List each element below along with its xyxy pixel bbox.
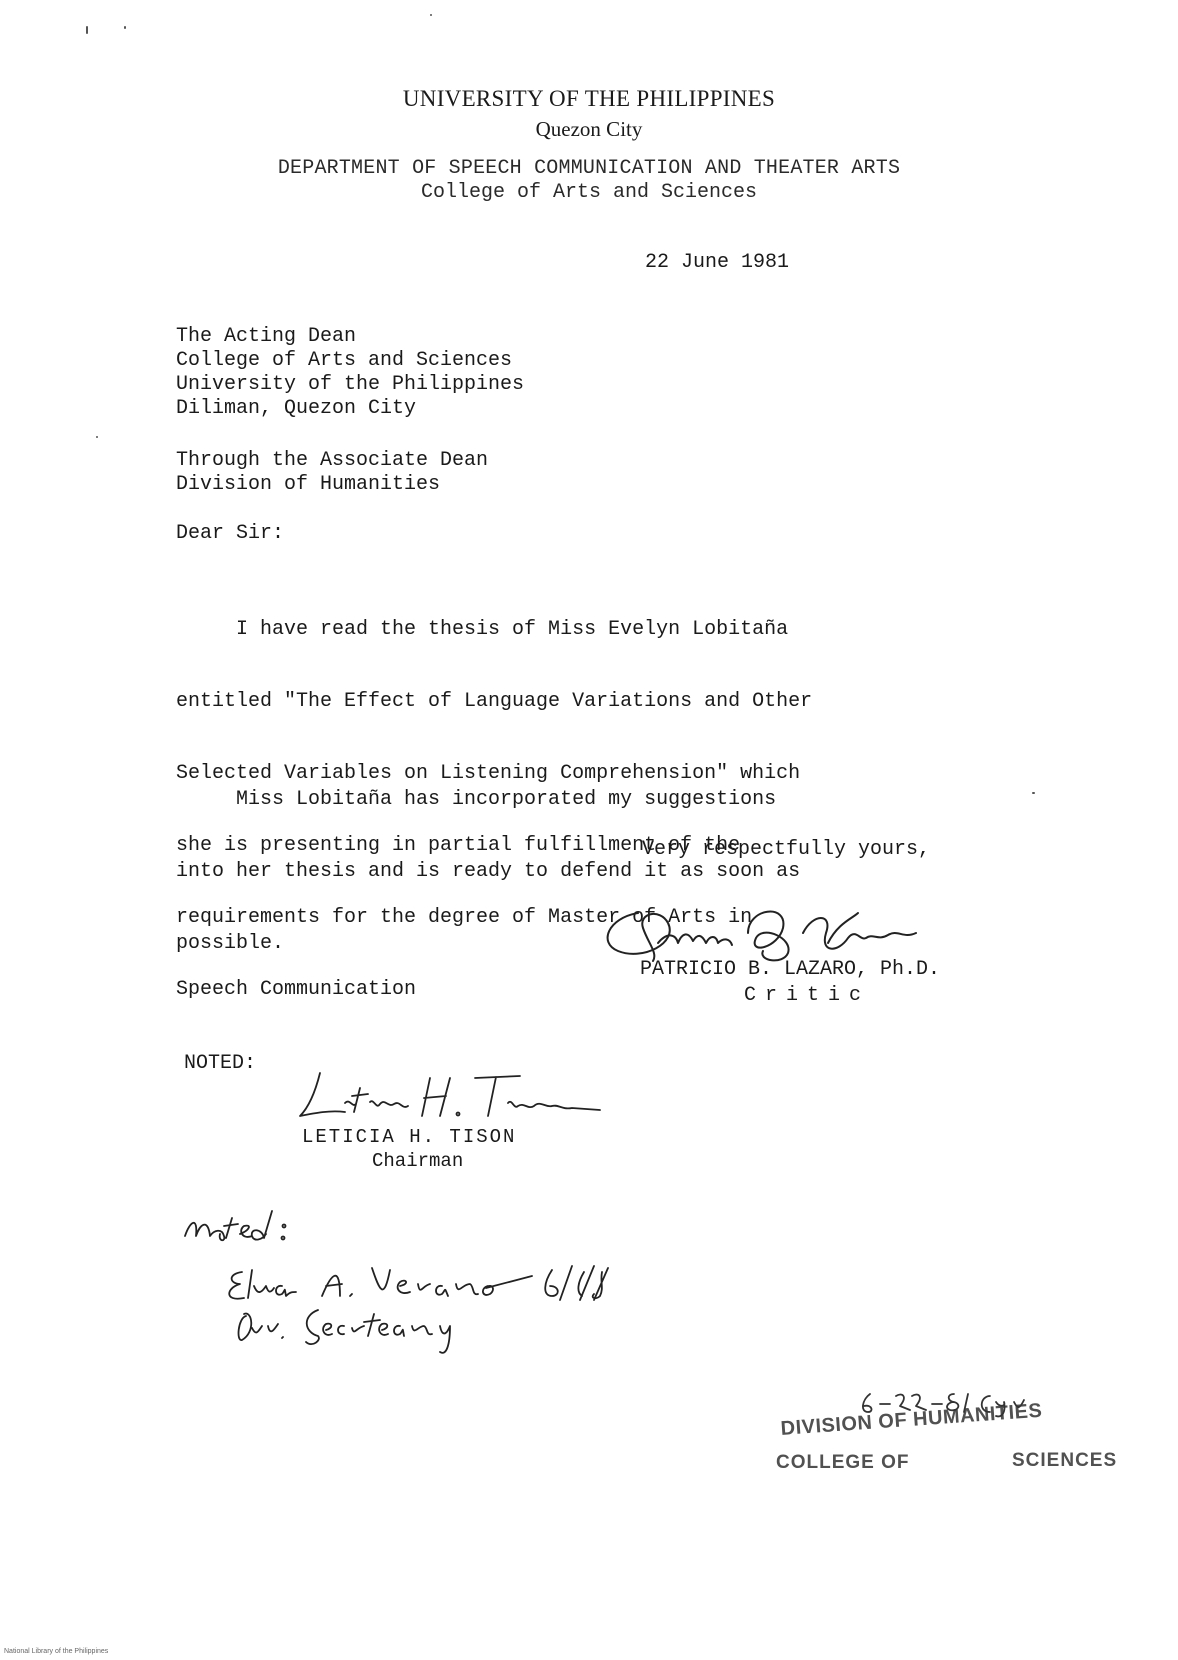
through-block [176, 449, 488, 497]
chairman-name: LETICIA H. TISON [302, 1126, 517, 1148]
recipient-address [176, 325, 524, 421]
footer-text: National Library of the Philippines [4, 1648, 109, 1655]
stamp-college-line: COLLEGE OF [776, 1452, 910, 1473]
critic-title: Critic [744, 984, 871, 1007]
chairman-signature [290, 1058, 610, 1133]
scan-speck [86, 26, 88, 34]
recipient-line: Diliman, Quezon City [176, 397, 417, 420]
stamp-division-line: DIVISION OF HUMANITIES [780, 1399, 1044, 1440]
body-line: she is presenting in partial fulfillment of the [176, 834, 741, 857]
scan-speck [1032, 792, 1035, 794]
stamp-sciences-line: SCIENCES [1012, 1450, 1118, 1471]
chairman-title: Chairman [372, 1150, 464, 1172]
body-line: Selected Variables on Listening Comprehension" which [176, 762, 801, 785]
noted-label: NOTED: [184, 1052, 257, 1075]
recipient-line: The Acting Dean [176, 325, 357, 348]
university-name: UNIVERSITY OF THE PHILIPPINES [402, 86, 776, 111]
body-line: Speech Communication [176, 978, 417, 1001]
body-line: into her thesis and is ready to defend it as soon as [176, 860, 801, 883]
letter-date: 22 June 1981 [645, 251, 790, 274]
department-name: DEPARTMENT OF SPEECH COMMUNICATION AND THEATER ARTS [277, 157, 901, 180]
through-line: Division of Humanities [176, 473, 441, 496]
closing: Very respectfully yours, [642, 838, 931, 861]
body-line: possible. [176, 932, 285, 955]
scan-speck [430, 14, 432, 16]
college-name: College of Arts and Sciences [420, 181, 758, 204]
scan-speck [96, 436, 98, 438]
through-line: Through the Associate Dean [176, 449, 489, 472]
division-secretary-signature [222, 1252, 682, 1367]
university-city: Quezon City [535, 117, 643, 141]
recipient-line: College of Arts and Sciences [176, 349, 513, 372]
recipient-line: University of the Philippines [176, 373, 525, 396]
body-line: Miss Lobitaña has incorporated my suggestions [176, 788, 777, 811]
body-line: entitled "The Effect of Language Variations and Other [176, 690, 813, 713]
critic-name: PATRICIO B. LAZARO, Ph.D. [640, 958, 941, 981]
division-secretary-signature-drawing [222, 1252, 682, 1362]
handwritten-noted-drawing [180, 1196, 320, 1256]
body-line: I have read the thesis of Miss Evelyn Lobitaña [176, 618, 789, 641]
salutation: Dear Sir: [176, 522, 285, 545]
chairman-signature-drawing [290, 1058, 610, 1128]
body-line: requirements for the degree of Master of Arts in [176, 906, 753, 929]
scan-speck [124, 26, 126, 29]
